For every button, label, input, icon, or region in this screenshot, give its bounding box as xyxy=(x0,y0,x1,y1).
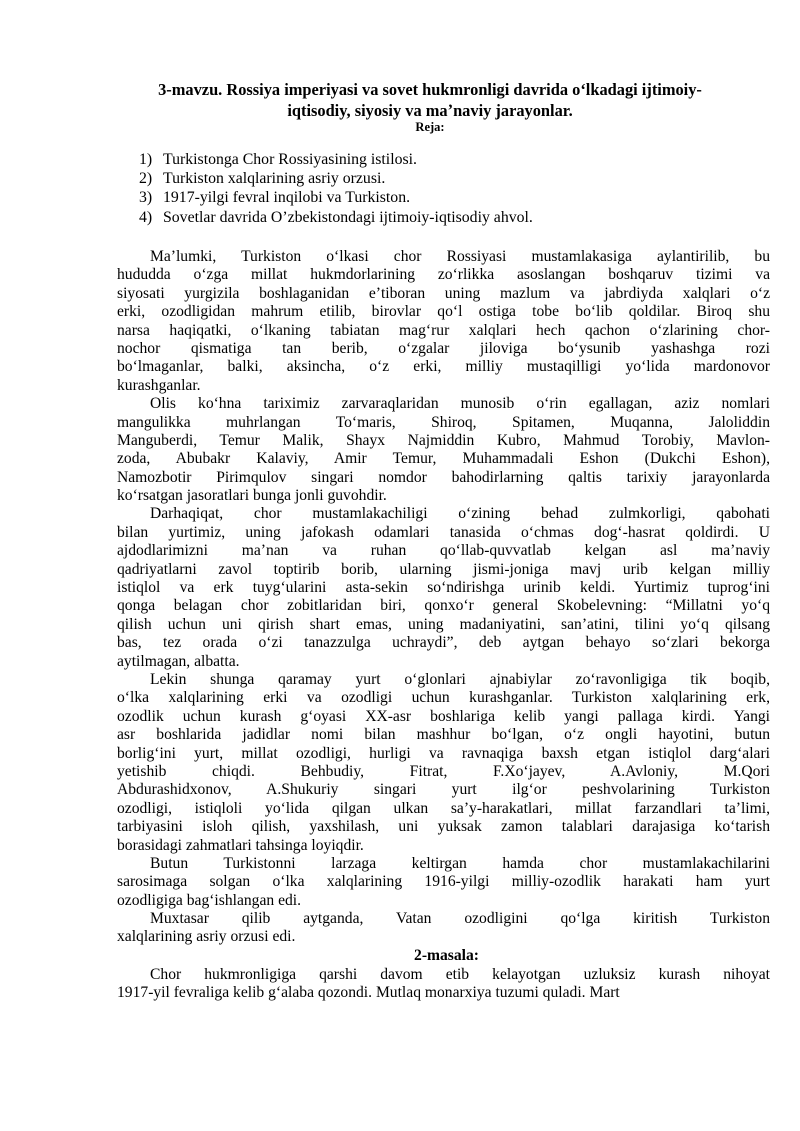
text-line: qonga belagan chor zobitlaridan biri, qonxoʻr general Skobelevning: “Millatni yoʻq xyxy=(117,597,770,615)
text-line: ajdodlarimizni maʼnan va ruhan qoʻllab-quvvatlab kelgan asl maʼnaviy xyxy=(117,542,770,560)
text-line: aytilmagan, albatta. xyxy=(117,652,240,670)
text-line: ozodlik uchun kurash gʻoyasi XX-asr boshlariga kelib yangi pallaga kirdi. Yangi xyxy=(117,707,770,725)
text-line: hududda oʻzga millat hukmdorlarining zoʻrlikka asoslangan boshqaruv tizimi va xyxy=(117,266,770,284)
text-line: istiqlol va erk tuygʻularini asta-sekin soʻndirishga urinib keldi. Yurtimiz tuprogʻini xyxy=(117,579,770,597)
title-line-1: 3-mavzu. Rossiya imperiyasi va sovet hukmronligi davrida oʻlkadagi ijtimoiy- xyxy=(158,80,702,99)
paragraph xyxy=(117,671,770,855)
text-line: xalqlarining asriy orzusi edi. xyxy=(117,928,296,946)
paragraph xyxy=(117,966,770,1003)
text-line: bilan yurtimiz, uning jafokash odamlari tanasida oʻchmas dogʻ-hasrat qoldirdi. U xyxy=(117,523,770,541)
plan-item-text: Turkistonga Chor Rossiyasining istilosi. xyxy=(163,151,417,168)
plan-item-text: Sovetlar davrida Oʼzbekistondagi ijtimoiy-iqtisodiy ahvol. xyxy=(163,208,533,226)
text-line: Olis koʻhna tariximiz zarvaraqlaridan munosib oʻrin egallagan, aziz nomlari xyxy=(150,395,770,413)
text-line: qadriyatlarni zavol toptirib borib, ularning jismi-joniga mavj urib kelgan milliy xyxy=(117,560,770,578)
text-line: siyosati yurgizila boshlaganidan eʼtiboran uning mazlum va jabrdiyda xalqlari oʻz xyxy=(117,284,770,302)
text-line: nochor qismatiga tan berib, oʻzgalar jiloviga boʻysunib yashashga rozi xyxy=(117,339,770,357)
text-line: oʻlka xalqlarining erki va ozodligi uchun kurashganlar. Turkiston xalqlarining erk, xyxy=(117,689,770,707)
text-line: yetishib chiqdi. Behbudiy, Fitrat, F.Xoʻjayev, A.Avloniy, M.Qori xyxy=(117,762,770,780)
paragraph xyxy=(117,395,770,505)
text-line: narsa haqiqatki, oʻlkaning tabiatan magʻrur xalqlari hech qachon oʻzlarining chor- xyxy=(117,321,770,339)
paragraph xyxy=(117,248,770,395)
text-line: borasidagi zahmatlari tahsinga loyiqdir. xyxy=(117,836,364,854)
plan-item-number: 2) xyxy=(139,170,153,188)
document-title xyxy=(110,79,750,121)
text-line: sarosimaga solgan oʻlka xalqlarining 1916-yilgi milliy-ozodlik harakati ham yurt xyxy=(117,873,770,891)
text-line: 1917-yil fevraliga kelib gʻalaba qozondi. Mutlaq monarxiya tuzumi quladi. Mart xyxy=(117,984,620,1002)
text-line: boʻlmaganlar, balki, aksincha, oʻz erki, milliy mustaqilligi yoʻlida mardonovor xyxy=(117,358,770,376)
plan-item-number: 4) xyxy=(139,208,153,226)
text-line: erki, ozodligidan mahrum etilib, birovlar qoʻl ostiga tobe boʻlib qoldilar. Biroq shu xyxy=(117,303,770,321)
text-line: Lekin shunga qaramay yurt oʻglonlari ajnabiylar zoʻravonligiga tik boqib, xyxy=(150,670,770,688)
paragraph xyxy=(117,855,770,910)
plan-list xyxy=(139,150,739,227)
text-line: koʻrsatgan jasoratlari bunga jonli guvohdir. xyxy=(117,487,387,505)
text-line: Abdurashidxonov, A.Shukuriy singari yurt ilgʻor peshvolarining Turkiston xyxy=(117,781,770,799)
text-line: Maʼlumki, Turkiston oʻlkasi chor Rossiyasi mustamlakasiga aylantirilib, bu xyxy=(150,248,770,265)
plan-item xyxy=(139,150,739,169)
document-body xyxy=(117,248,770,1003)
text-line: ozodligi, istiqloli yoʻlida qilgan ulkan saʼy-harakatlari, millat farzandlari taʼlimi, xyxy=(117,799,770,817)
section-heading: 2-masala: xyxy=(414,946,479,964)
text-line: Manguberdi, Temur Malik, Shayx Najmiddin Kubro, Mahmud Torobiy, Mavlon- xyxy=(117,431,770,449)
plan-item-text: 1917-yilgi fevral inqilobi va Turkiston. xyxy=(163,189,411,207)
text-line: zoda, Abubakr Kalaviy, Amir Temur, Muhammadali Eshon (Dukchi Eshon), xyxy=(117,450,770,468)
plan-item-number: 1) xyxy=(139,151,153,168)
text-line: Muxtasar qilib aytganda, Vatan ozodligini qoʻlga kiritish Turkiston xyxy=(150,910,770,928)
text-line: qilish uchun uni qirish shart emas, uning madaniyatini, sanʼatini, tilini yoʻq qilsang xyxy=(117,615,770,633)
plan-item xyxy=(139,208,739,227)
plan-item-text: Turkiston xalqlarining asriy orzusi. xyxy=(163,170,386,188)
text-line: Darhaqiqat, chor mustamlakachiligi oʻzining behad zulmkorligi, qabohati xyxy=(150,505,770,523)
text-line: kurashganlar. xyxy=(117,376,201,394)
paragraph xyxy=(117,505,770,671)
text-line: bas, tez orada oʻzi tanazzulga uchraydi”, deb aytgan behayo soʻzlari bekorga xyxy=(117,634,770,652)
text-line: mangulikka muhrlangan Toʻmaris, Shiroq, Spitamen, Muqanna, Jaloliddin xyxy=(117,413,770,431)
plan-item xyxy=(139,188,739,207)
paragraph xyxy=(117,910,770,947)
text-line: Chor hukmronligiga qarshi davom etib kelayotgan uzluksiz kurash nihoyat xyxy=(150,965,770,983)
text-line: Namozbotir Pirimqulov singari nomdor bahodirlarning qaltis tarixiy jarayonlarda xyxy=(117,468,770,486)
text-line: Butun Turkistonni larzaga keltirgan hamda chor mustamlakachilarini xyxy=(150,854,770,872)
text-line: ozodligiga bagʻishlangan edi. xyxy=(117,891,302,909)
text-line: asr boshlarida jadidlar nomi bilan mashhur boʻlgan, oʻz ongli hayotini, butun xyxy=(117,726,770,744)
plan-item-number: 3) xyxy=(139,189,153,207)
text-line: tarbiyasini isloh qilish, yaxshilash, uni yuksak zamon talablari darajasiga koʻtarish xyxy=(117,818,770,836)
text-line: borligʻini yurt, millat ozodligi, hurligi va ravnaqiga baxsh etgan istiqlol dargʻalari xyxy=(117,744,770,762)
plan-item xyxy=(139,169,739,188)
title-line-2: iqtisodiy, siyosiy va maʼnaviy jarayonlar. xyxy=(287,101,573,120)
plan-label: Reja: xyxy=(415,120,445,134)
